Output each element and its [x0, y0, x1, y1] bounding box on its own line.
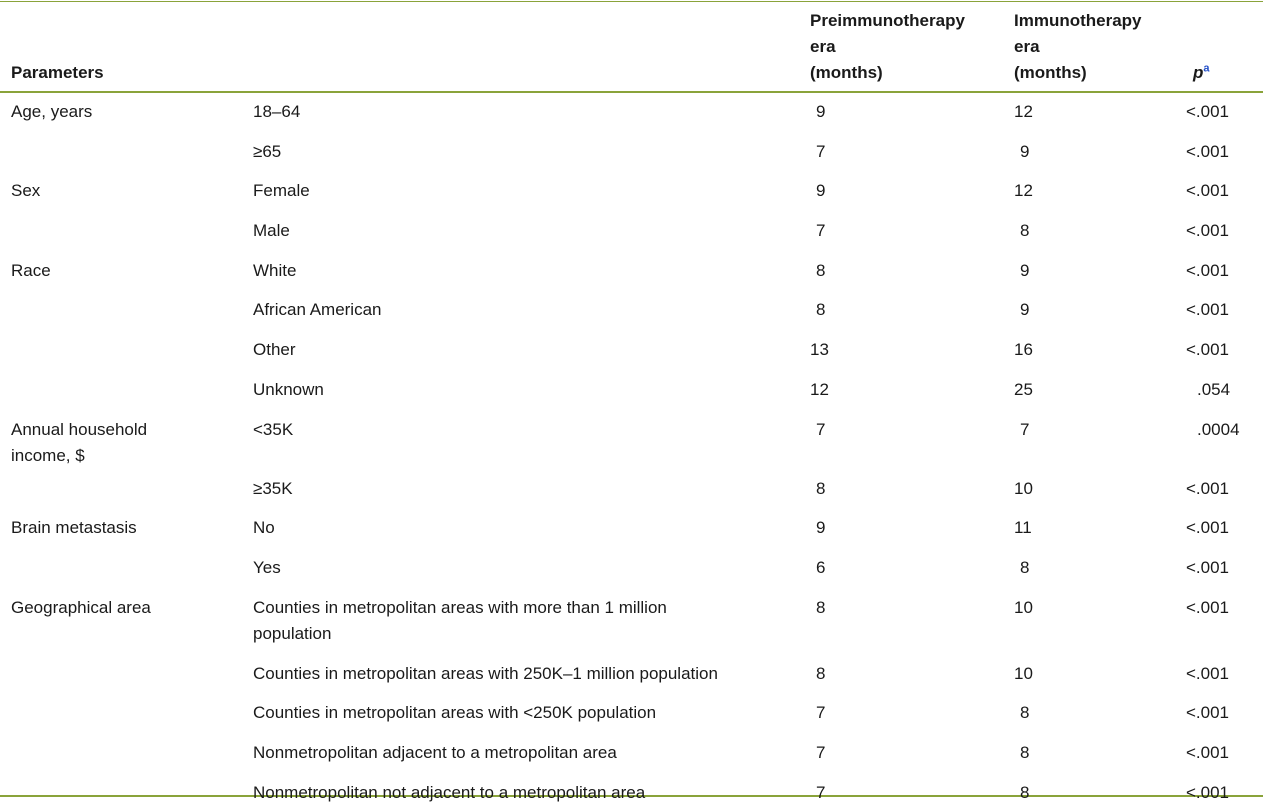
- cell-parameter: [0, 733, 242, 773]
- cell-parameter: [0, 132, 242, 172]
- cell-pre: 6: [816, 557, 826, 577]
- cell-immuno: 10: [1014, 663, 1033, 683]
- cell-p: <.001: [1186, 557, 1230, 577]
- table-row: [0, 508, 1263, 548]
- cell-p: <.001: [1186, 663, 1230, 683]
- cell-subgroup: Counties in metropolitan areas with more than 1 million population: [253, 597, 667, 643]
- table-row: [0, 211, 1263, 251]
- table-row: [0, 171, 1263, 211]
- cell-p: <.001: [1186, 478, 1230, 498]
- cell-immuno: 12: [1014, 181, 1033, 201]
- cell-pre: 8: [816, 300, 826, 320]
- cell-immuno: 16: [1014, 340, 1033, 360]
- cell-parameter: Race: [11, 260, 51, 280]
- cell-parameter: Geographical area: [11, 597, 151, 617]
- header-subgroup: [242, 0, 800, 92]
- cell-subgroup: Nonmetropolitan not adjacent to a metropolitan area: [253, 782, 646, 802]
- cell-pre: 7: [816, 742, 826, 762]
- cell-p: <.001: [1186, 597, 1230, 617]
- cell-p: <.001: [1186, 782, 1230, 802]
- table-row: [0, 92, 1263, 132]
- header-parameters: Parameters: [11, 63, 104, 82]
- table-row: [0, 693, 1263, 733]
- table-row: [0, 548, 1263, 588]
- cell-pre: 8: [816, 260, 826, 280]
- cell-immuno: 7: [1020, 419, 1030, 439]
- cell-pre: 12: [810, 379, 829, 399]
- header-row: [0, 0, 1263, 92]
- table-row: [0, 330, 1263, 370]
- cell-immuno: 9: [1020, 141, 1030, 161]
- header-immuno-line2: era: [1014, 37, 1040, 56]
- cell-parameter: Brain metastasis: [11, 518, 137, 538]
- cell-immuno: 9: [1020, 300, 1030, 320]
- cell-subgroup: Yes: [253, 557, 281, 577]
- table-row: [0, 370, 1263, 410]
- cell-parameter: [0, 693, 242, 733]
- cell-immuno: 12: [1014, 102, 1033, 121]
- header-pre: [800, 0, 1004, 92]
- cell-immuno: 9: [1020, 260, 1030, 280]
- cell-immuno: 25: [1014, 379, 1033, 399]
- cell-immuno: 11: [1014, 518, 1032, 538]
- cell-immuno: 10: [1014, 597, 1033, 617]
- table-row: [0, 410, 1263, 469]
- header-p-label: p: [1193, 63, 1204, 82]
- cell-immuno: 8: [1020, 782, 1030, 802]
- cell-parameter: [0, 330, 242, 370]
- cell-subgroup: Counties in metropolitan areas with 250K–1 million population: [253, 663, 718, 683]
- cell-p: <.001: [1186, 181, 1230, 201]
- cell-subgroup: Other: [253, 340, 296, 360]
- cell-subgroup: Female: [253, 181, 310, 201]
- cell-pre: 7: [816, 221, 826, 241]
- cell-parameter: [0, 211, 242, 251]
- cell-pre: 8: [816, 478, 826, 498]
- cell-subgroup: Unknown: [253, 379, 324, 399]
- cell-p: <.001: [1186, 518, 1230, 538]
- cell-p: <.001: [1186, 141, 1230, 161]
- table-row: [0, 733, 1263, 773]
- header-pre-line2: era: [810, 37, 836, 56]
- cell-pre: 7: [816, 782, 826, 802]
- cell-immuno: 8: [1020, 703, 1030, 723]
- cell-pre: 7: [816, 703, 826, 723]
- table-row: [0, 469, 1263, 509]
- cell-parameter: [0, 370, 242, 410]
- cell-subgroup: Male: [253, 221, 290, 241]
- table-row: [0, 290, 1263, 330]
- cell-p: .054: [1197, 379, 1231, 399]
- cell-subgroup: White: [253, 260, 297, 280]
- cell-pre: 7: [816, 419, 826, 439]
- cell-subgroup: No: [253, 518, 275, 538]
- cell-p: <.001: [1186, 102, 1230, 121]
- cell-p: <.001: [1186, 340, 1230, 360]
- cell-immuno: 10: [1014, 478, 1033, 498]
- header-immuno-line3: (months): [1014, 63, 1087, 82]
- cell-p: <.001: [1186, 221, 1230, 241]
- header-pre-line1: Preimmunotherapy: [810, 11, 965, 30]
- cell-subgroup: <35K: [253, 419, 294, 439]
- cell-pre: 9: [816, 518, 826, 538]
- cell-immuno: 8: [1020, 221, 1030, 241]
- cell-p: <.001: [1186, 260, 1230, 280]
- table-row: [0, 654, 1263, 694]
- cell-subgroup: Counties in metropolitan areas with <250K population: [253, 703, 657, 723]
- table-row: [0, 588, 1263, 654]
- header-p: [1176, 0, 1263, 92]
- table-row: [0, 132, 1263, 172]
- cell-parameter: [0, 773, 242, 812]
- cell-parameter: [0, 654, 242, 694]
- cell-pre: 7: [816, 141, 826, 161]
- cell-parameter: [0, 469, 242, 509]
- cell-pre: 9: [816, 102, 826, 121]
- cell-parameter: [0, 290, 242, 330]
- cell-p: <.001: [1186, 742, 1230, 762]
- cell-parameter: [0, 548, 242, 588]
- cell-parameter: Annual household income, $: [11, 419, 148, 465]
- cell-pre: 8: [816, 663, 826, 683]
- cell-p: .0004: [1197, 419, 1240, 439]
- cell-pre: 13: [810, 340, 829, 360]
- cell-pre: 9: [816, 181, 826, 201]
- cell-immuno: 8: [1020, 742, 1030, 762]
- header-p-superscript: a: [1203, 62, 1210, 75]
- cell-subgroup: Nonmetropolitan adjacent to a metropolitan area: [253, 742, 617, 762]
- table-row: [0, 773, 1263, 812]
- cell-parameter: Age, years: [11, 102, 93, 121]
- cell-p: <.001: [1186, 300, 1230, 320]
- header-immuno-line1: Immunotherapy: [1014, 11, 1142, 30]
- cell-pre: 8: [816, 597, 826, 617]
- table-row: [0, 251, 1263, 291]
- cell-subgroup: ≥65: [253, 141, 282, 161]
- cell-subgroup: ≥35K: [253, 478, 293, 498]
- cell-subgroup: African American: [253, 300, 382, 320]
- cell-parameter: Sex: [11, 181, 41, 201]
- header-immuno: [1004, 0, 1176, 92]
- cell-p: <.001: [1186, 703, 1230, 723]
- header-pre-line3: (months): [810, 63, 883, 82]
- cell-subgroup: 18–64: [253, 102, 301, 121]
- cell-immuno: 8: [1020, 557, 1030, 577]
